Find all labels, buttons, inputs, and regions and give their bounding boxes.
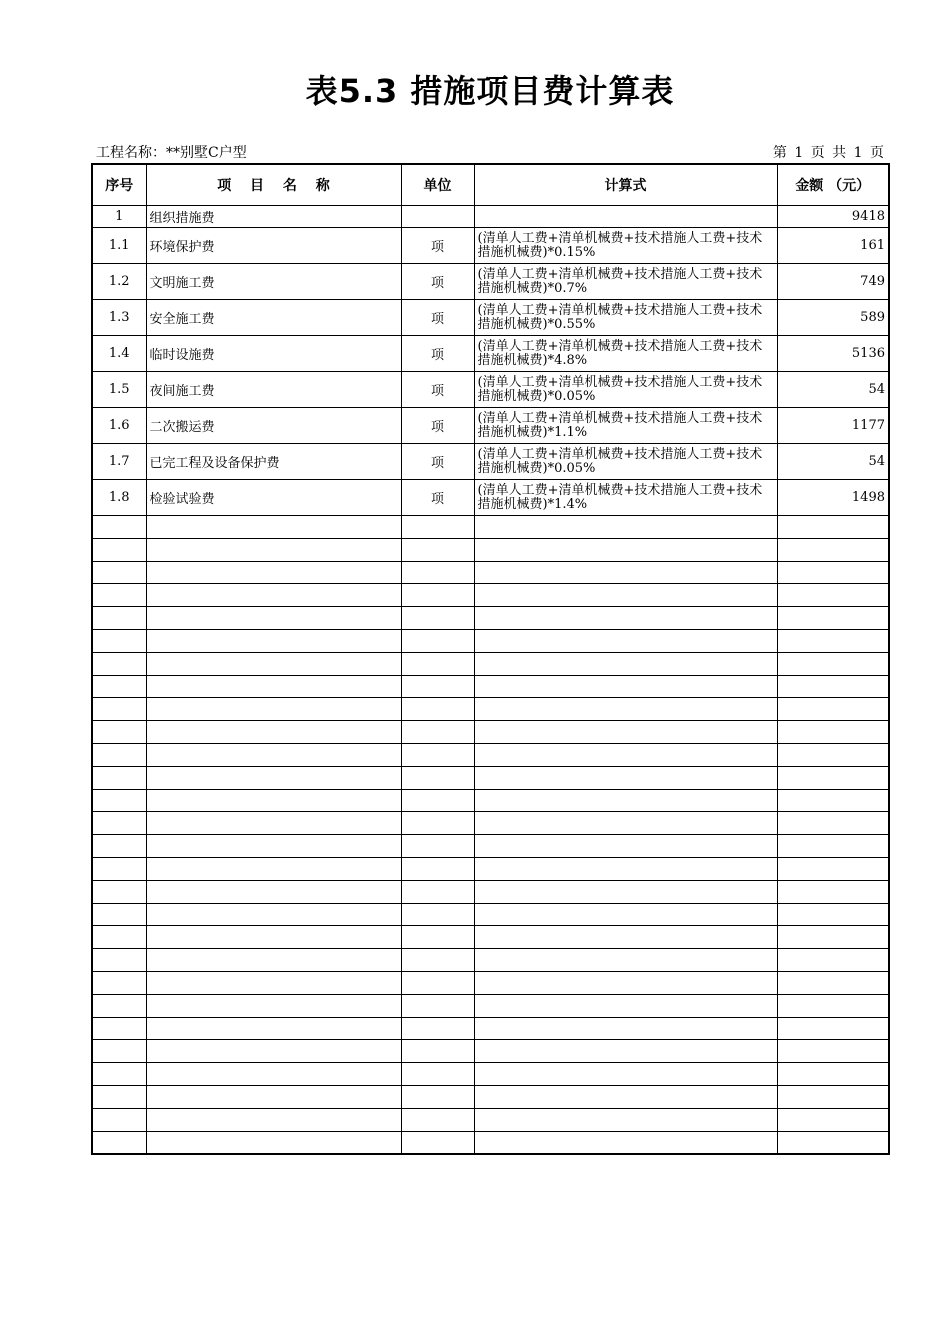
- table-row: [92, 480, 889, 516]
- row-formula: (清单人工费+清单机械费+技术措施人工费+技术措施机械费)*1.4%: [474, 480, 777, 516]
- empty-cell: [401, 1108, 474, 1131]
- empty-cell: [474, 629, 777, 652]
- empty-cell: [92, 561, 146, 584]
- empty-cell: [777, 652, 889, 675]
- table-header-row: [92, 164, 889, 206]
- col-header-amount: 金额 （元）: [777, 164, 889, 206]
- empty-cell: [474, 971, 777, 994]
- empty-cell: [146, 629, 401, 652]
- empty-cell: [92, 857, 146, 880]
- table-row: [92, 300, 889, 336]
- empty-row: [92, 1131, 889, 1154]
- empty-cell: [146, 1063, 401, 1086]
- empty-cell: [474, 1063, 777, 1086]
- row-name: 临时设施费: [146, 336, 401, 372]
- table-row: [92, 264, 889, 300]
- empty-cell: [474, 698, 777, 721]
- row-name: 组织措施费: [146, 206, 401, 228]
- empty-cell: [401, 584, 474, 607]
- empty-cell: [401, 880, 474, 903]
- empty-cell: [777, 538, 889, 561]
- empty-cell: [474, 1108, 777, 1131]
- row-formula: (清单人工费+清单机械费+技术措施人工费+技术措施机械费)*0.7%: [474, 264, 777, 300]
- row-amount: 54: [777, 372, 889, 408]
- empty-cell: [777, 1085, 889, 1108]
- empty-cell: [146, 652, 401, 675]
- empty-cell: [146, 903, 401, 926]
- empty-cell: [401, 857, 474, 880]
- project-name: 工程名称：**别墅C户型: [96, 145, 247, 161]
- empty-cell: [777, 812, 889, 835]
- empty-row: [92, 607, 889, 630]
- row-amount: 5136: [777, 336, 889, 372]
- empty-row: [92, 516, 889, 539]
- row-formula: (清单人工费+清单机械费+技术措施人工费+技术措施机械费)*4.8%: [474, 336, 777, 372]
- row-formula: (清单人工费+清单机械费+技术措施人工费+技术措施机械费)*0.05%: [474, 444, 777, 480]
- col-header-index: 序号: [92, 164, 146, 206]
- empty-row: [92, 675, 889, 698]
- empty-cell: [146, 675, 401, 698]
- empty-cell: [777, 949, 889, 972]
- table-row: [92, 206, 889, 228]
- empty-cell: [92, 629, 146, 652]
- empty-cell: [474, 994, 777, 1017]
- empty-cell: [777, 1108, 889, 1131]
- empty-cell: [92, 1108, 146, 1131]
- row-name: 夜间施工费: [146, 372, 401, 408]
- empty-cell: [401, 994, 474, 1017]
- row-unit: 项: [401, 372, 474, 408]
- row-index: 1.6: [92, 408, 146, 444]
- empty-cell: [146, 789, 401, 812]
- empty-cell: [474, 789, 777, 812]
- empty-cell: [777, 743, 889, 766]
- empty-cell: [777, 516, 889, 539]
- empty-cell: [92, 1040, 146, 1063]
- empty-cell: [146, 607, 401, 630]
- empty-cell: [401, 789, 474, 812]
- empty-cell: [401, 743, 474, 766]
- empty-cell: [474, 652, 777, 675]
- empty-cell: [474, 857, 777, 880]
- empty-cell: [146, 516, 401, 539]
- row-amount: 54: [777, 444, 889, 480]
- empty-cell: [401, 538, 474, 561]
- empty-cell: [401, 1063, 474, 1086]
- row-unit: 项: [401, 336, 474, 372]
- row-index: 1.7: [92, 444, 146, 480]
- empty-cell: [92, 789, 146, 812]
- empty-row: [92, 857, 889, 880]
- row-name: 安全施工费: [146, 300, 401, 336]
- empty-cell: [777, 880, 889, 903]
- row-index: 1.1: [92, 228, 146, 264]
- empty-row: [92, 629, 889, 652]
- empty-cell: [401, 903, 474, 926]
- empty-cell: [474, 1017, 777, 1040]
- empty-cell: [92, 721, 146, 744]
- empty-cell: [474, 721, 777, 744]
- table-row: [92, 444, 889, 480]
- empty-cell: [401, 1085, 474, 1108]
- empty-row: [92, 652, 889, 675]
- empty-cell: [777, 971, 889, 994]
- empty-row: [92, 971, 889, 994]
- table-row: [92, 372, 889, 408]
- empty-cell: [474, 812, 777, 835]
- row-unit: 项: [401, 408, 474, 444]
- empty-cell: [777, 857, 889, 880]
- empty-cell: [92, 698, 146, 721]
- empty-cell: [401, 561, 474, 584]
- empty-cell: [474, 903, 777, 926]
- empty-cell: [92, 652, 146, 675]
- empty-row: [92, 721, 889, 744]
- row-amount: 161: [777, 228, 889, 264]
- empty-cell: [401, 629, 474, 652]
- row-name: 检验试验费: [146, 480, 401, 516]
- row-amount: 9418: [777, 206, 889, 228]
- row-amount: 1177: [777, 408, 889, 444]
- row-unit: 项: [401, 444, 474, 480]
- page-info: 第 1 页 共 1 页: [772, 145, 884, 161]
- empty-cell: [92, 903, 146, 926]
- empty-row: [92, 789, 889, 812]
- empty-cell: [146, 971, 401, 994]
- empty-cell: [401, 1017, 474, 1040]
- empty-cell: [777, 789, 889, 812]
- empty-cell: [474, 538, 777, 561]
- empty-cell: [146, 766, 401, 789]
- row-name: 已完工程及设备保护费: [146, 444, 401, 480]
- empty-cell: [474, 926, 777, 949]
- row-unit: 项: [401, 300, 474, 336]
- row-formula: (清单人工费+清单机械费+技术措施人工费+技术措施机械费)*1.1%: [474, 408, 777, 444]
- empty-cell: [777, 835, 889, 858]
- empty-cell: [401, 675, 474, 698]
- empty-cell: [474, 835, 777, 858]
- empty-row: [92, 835, 889, 858]
- empty-cell: [777, 766, 889, 789]
- empty-cell: [92, 675, 146, 698]
- empty-cell: [401, 766, 474, 789]
- row-amount: 1498: [777, 480, 889, 516]
- empty-cell: [146, 926, 401, 949]
- empty-cell: [92, 1063, 146, 1086]
- empty-cell: [92, 880, 146, 903]
- empty-cell: [401, 949, 474, 972]
- empty-cell: [92, 743, 146, 766]
- empty-cell: [474, 880, 777, 903]
- empty-cell: [777, 1017, 889, 1040]
- empty-row: [92, 1108, 889, 1131]
- empty-cell: [777, 698, 889, 721]
- empty-row: [92, 1017, 889, 1040]
- empty-row: [92, 561, 889, 584]
- empty-cell: [146, 1017, 401, 1040]
- empty-cell: [474, 584, 777, 607]
- empty-cell: [777, 607, 889, 630]
- empty-cell: [474, 516, 777, 539]
- table-row: [92, 336, 889, 372]
- empty-cell: [401, 721, 474, 744]
- empty-cell: [474, 561, 777, 584]
- row-amount: 749: [777, 264, 889, 300]
- row-name: 文明施工费: [146, 264, 401, 300]
- empty-row: [92, 903, 889, 926]
- empty-cell: [146, 857, 401, 880]
- empty-cell: [777, 675, 889, 698]
- empty-cell: [777, 926, 889, 949]
- empty-cell: [92, 607, 146, 630]
- empty-cell: [777, 1131, 889, 1154]
- empty-cell: [401, 971, 474, 994]
- empty-cell: [777, 561, 889, 584]
- empty-row: [92, 1085, 889, 1108]
- empty-row: [92, 766, 889, 789]
- row-unit: 项: [401, 480, 474, 516]
- empty-cell: [777, 1040, 889, 1063]
- empty-cell: [777, 629, 889, 652]
- empty-cell: [474, 949, 777, 972]
- empty-cell: [146, 721, 401, 744]
- empty-row: [92, 698, 889, 721]
- empty-cell: [777, 994, 889, 1017]
- empty-cell: [92, 994, 146, 1017]
- row-name: 二次搬运费: [146, 408, 401, 444]
- empty-cell: [146, 949, 401, 972]
- page-title: 表5.3 措施项目费计算表: [305, 72, 675, 110]
- empty-cell: [92, 584, 146, 607]
- empty-cell: [401, 516, 474, 539]
- row-index: 1: [92, 206, 146, 228]
- empty-cell: [92, 949, 146, 972]
- empty-cell: [146, 743, 401, 766]
- empty-row: [92, 538, 889, 561]
- empty-cell: [92, 971, 146, 994]
- empty-cell: [92, 1131, 146, 1154]
- empty-cell: [146, 880, 401, 903]
- empty-cell: [401, 607, 474, 630]
- row-unit: 项: [401, 228, 474, 264]
- row-index: 1.8: [92, 480, 146, 516]
- col-header-unit: 单位: [401, 164, 474, 206]
- empty-cell: [92, 538, 146, 561]
- empty-cell: [92, 835, 146, 858]
- empty-cell: [474, 675, 777, 698]
- empty-row: [92, 926, 889, 949]
- empty-cell: [146, 538, 401, 561]
- empty-cell: [401, 926, 474, 949]
- empty-row: [92, 949, 889, 972]
- empty-cell: [146, 584, 401, 607]
- row-index: 1.3: [92, 300, 146, 336]
- empty-cell: [401, 835, 474, 858]
- empty-cell: [474, 1131, 777, 1154]
- empty-row: [92, 880, 889, 903]
- row-amount: 589: [777, 300, 889, 336]
- empty-row: [92, 812, 889, 835]
- empty-cell: [401, 1131, 474, 1154]
- row-unit: [401, 206, 474, 228]
- empty-cell: [401, 652, 474, 675]
- empty-cell: [146, 812, 401, 835]
- empty-cell: [92, 1017, 146, 1040]
- empty-row: [92, 994, 889, 1017]
- empty-cell: [474, 743, 777, 766]
- empty-cell: [474, 766, 777, 789]
- empty-cell: [146, 1131, 401, 1154]
- empty-cell: [401, 812, 474, 835]
- empty-cell: [146, 1040, 401, 1063]
- empty-row: [92, 743, 889, 766]
- row-unit: 项: [401, 264, 474, 300]
- empty-cell: [474, 1085, 777, 1108]
- row-index: 1.5: [92, 372, 146, 408]
- table-row: [92, 228, 889, 264]
- empty-cell: [92, 1085, 146, 1108]
- col-header-formula: 计算式: [474, 164, 777, 206]
- table-row: [92, 408, 889, 444]
- measures-cost-table: [91, 163, 890, 1155]
- empty-cell: [146, 994, 401, 1017]
- empty-cell: [92, 516, 146, 539]
- empty-cell: [474, 607, 777, 630]
- row-formula: (清单人工费+清单机械费+技术措施人工费+技术措施机械费)*0.15%: [474, 228, 777, 264]
- empty-cell: [401, 1040, 474, 1063]
- empty-row: [92, 1040, 889, 1063]
- col-header-name: 项 目 名 称: [146, 164, 401, 206]
- empty-cell: [92, 926, 146, 949]
- empty-row: [92, 1063, 889, 1086]
- empty-cell: [777, 721, 889, 744]
- empty-cell: [401, 698, 474, 721]
- empty-cell: [777, 903, 889, 926]
- empty-cell: [146, 1108, 401, 1131]
- row-formula: (清单人工费+清单机械费+技术措施人工费+技术措施机械费)*0.05%: [474, 372, 777, 408]
- empty-cell: [146, 835, 401, 858]
- empty-cell: [146, 561, 401, 584]
- empty-cell: [92, 766, 146, 789]
- empty-cell: [92, 812, 146, 835]
- empty-cell: [146, 698, 401, 721]
- empty-cell: [474, 1040, 777, 1063]
- row-index: 1.2: [92, 264, 146, 300]
- empty-cell: [146, 1085, 401, 1108]
- empty-cell: [777, 584, 889, 607]
- empty-cell: [777, 1063, 889, 1086]
- row-formula: (清单人工费+清单机械费+技术措施人工费+技术措施机械费)*0.55%: [474, 300, 777, 336]
- row-formula: [474, 206, 777, 228]
- empty-row: [92, 584, 889, 607]
- row-name: 环境保护费: [146, 228, 401, 264]
- row-index: 1.4: [92, 336, 146, 372]
